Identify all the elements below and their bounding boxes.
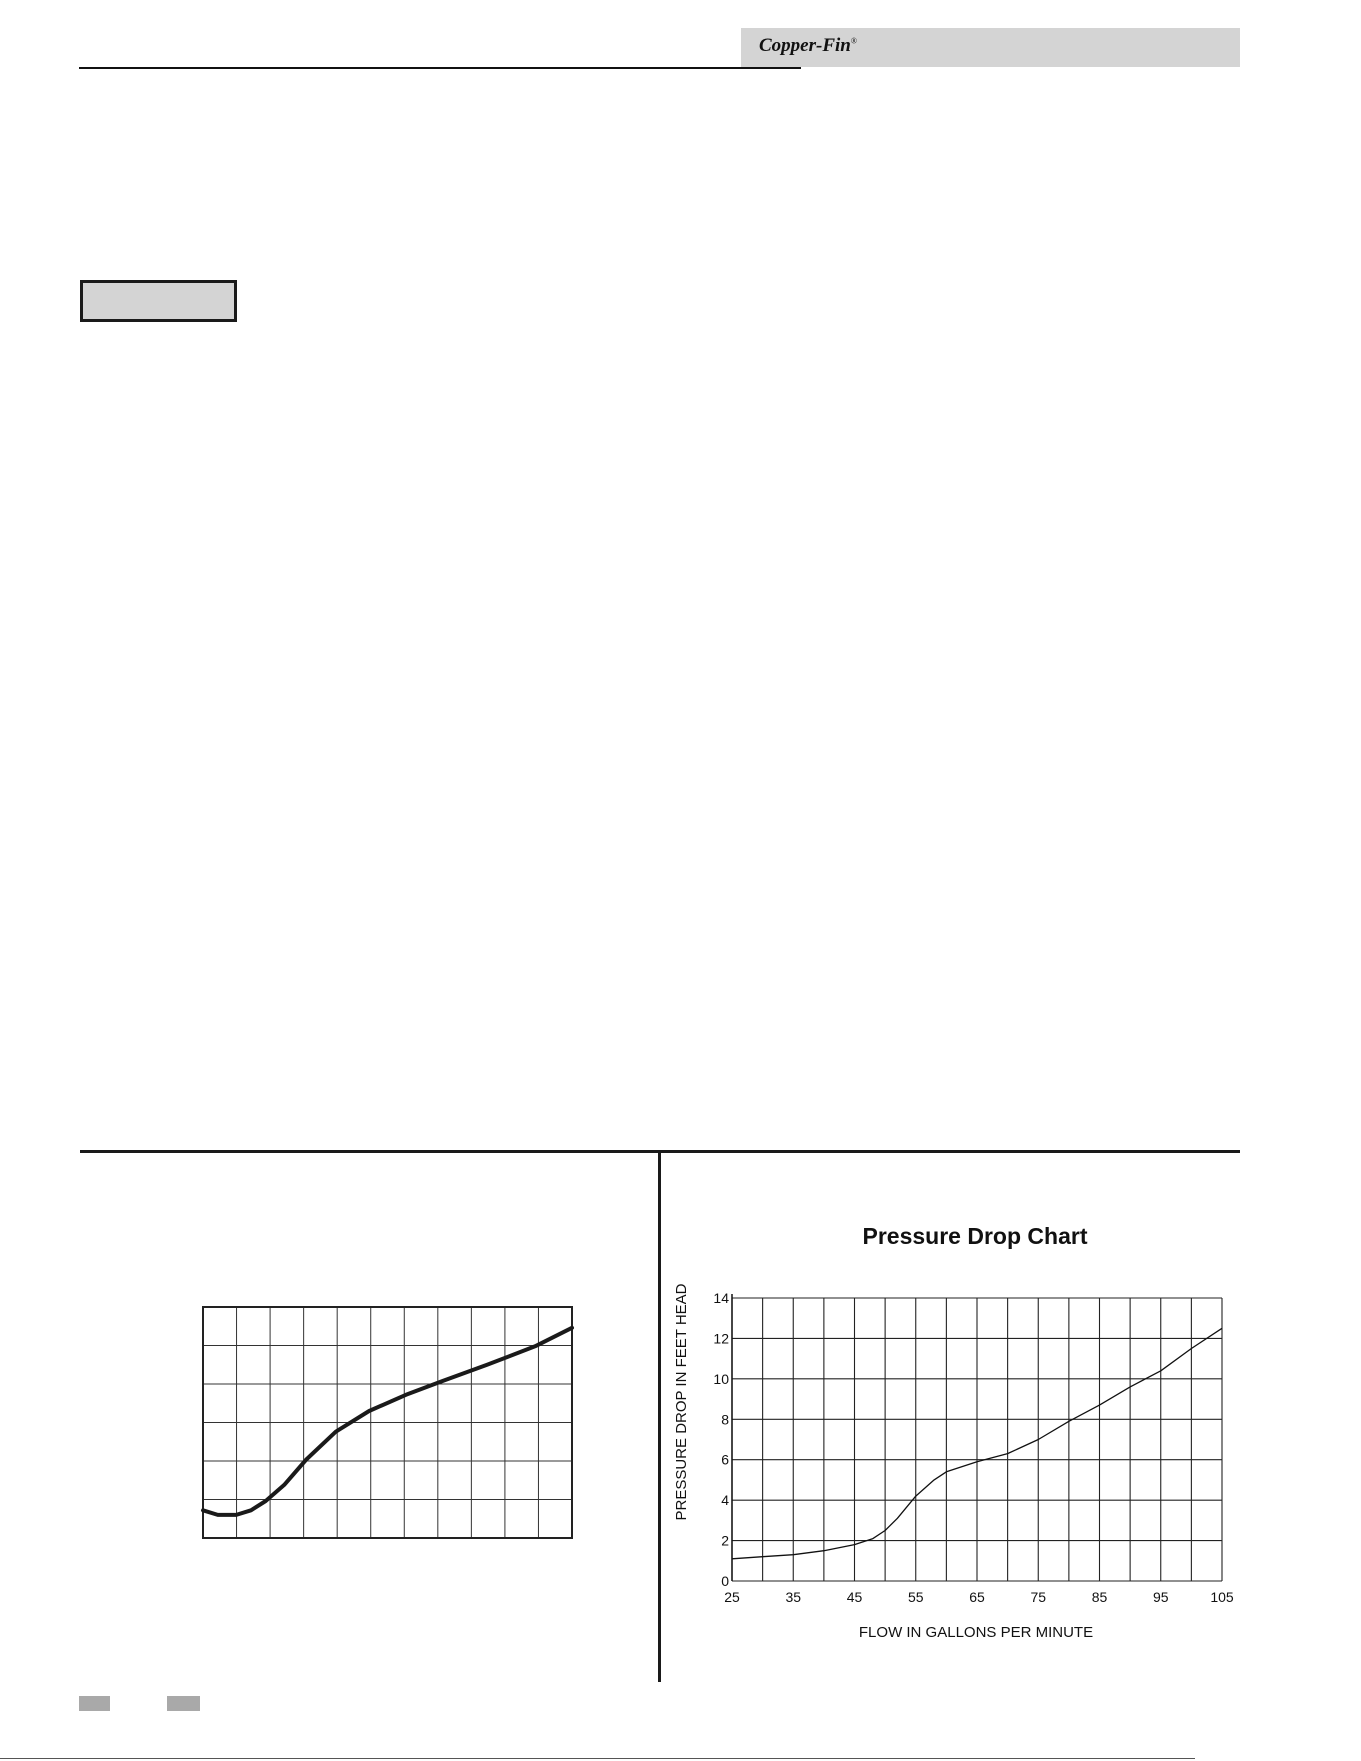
x-tick-label: 85 — [1091, 1589, 1108, 1605]
x-tick-label: 55 — [907, 1589, 924, 1605]
header-rule — [79, 67, 801, 69]
x-tick-label: 35 — [785, 1589, 802, 1605]
page-marker — [167, 1696, 200, 1711]
x-tick-label: 45 — [846, 1589, 863, 1605]
x-tick-label: 95 — [1152, 1589, 1169, 1605]
y-tick-label: 12 — [713, 1330, 729, 1347]
pressure-drop-chart — [670, 1225, 1250, 1650]
y-axis-label: PRESSURE DROP IN FEET HEAD — [673, 1283, 690, 1521]
x-axis-label: FLOW IN GALLONS PER MINUTE — [858, 1624, 1094, 1641]
y-tick-label: 6 — [721, 1451, 729, 1468]
page-marker — [79, 1696, 110, 1711]
x-tick-label: 25 — [724, 1589, 740, 1605]
x-tick-label: 105 — [1210, 1589, 1234, 1605]
bottom-rule — [0, 1758, 1195, 1759]
x-tick-label: 75 — [1030, 1589, 1047, 1605]
chart-tick-labels — [713, 1290, 1233, 1605]
brand-header-box — [741, 28, 1240, 67]
y-tick-label: 8 — [721, 1411, 729, 1428]
y-tick-label: 14 — [713, 1290, 729, 1306]
y-tick-label: 0 — [721, 1573, 729, 1589]
brand-name: Copper-Fin® — [759, 35, 857, 56]
left-chart-curve — [203, 1328, 572, 1515]
left-line-chart — [150, 1300, 590, 1564]
registered-mark: ® — [850, 36, 857, 46]
y-tick-label: 4 — [721, 1492, 729, 1509]
y-tick-label: 2 — [721, 1532, 729, 1549]
chart-grid — [732, 1294, 1222, 1581]
x-tick-label: 65 — [969, 1589, 985, 1605]
y-tick-label: 10 — [713, 1370, 729, 1387]
figure-divider — [658, 1150, 661, 1682]
section-tab — [80, 280, 237, 322]
chart-title: Pressure Drop Chart — [862, 1225, 1088, 1249]
